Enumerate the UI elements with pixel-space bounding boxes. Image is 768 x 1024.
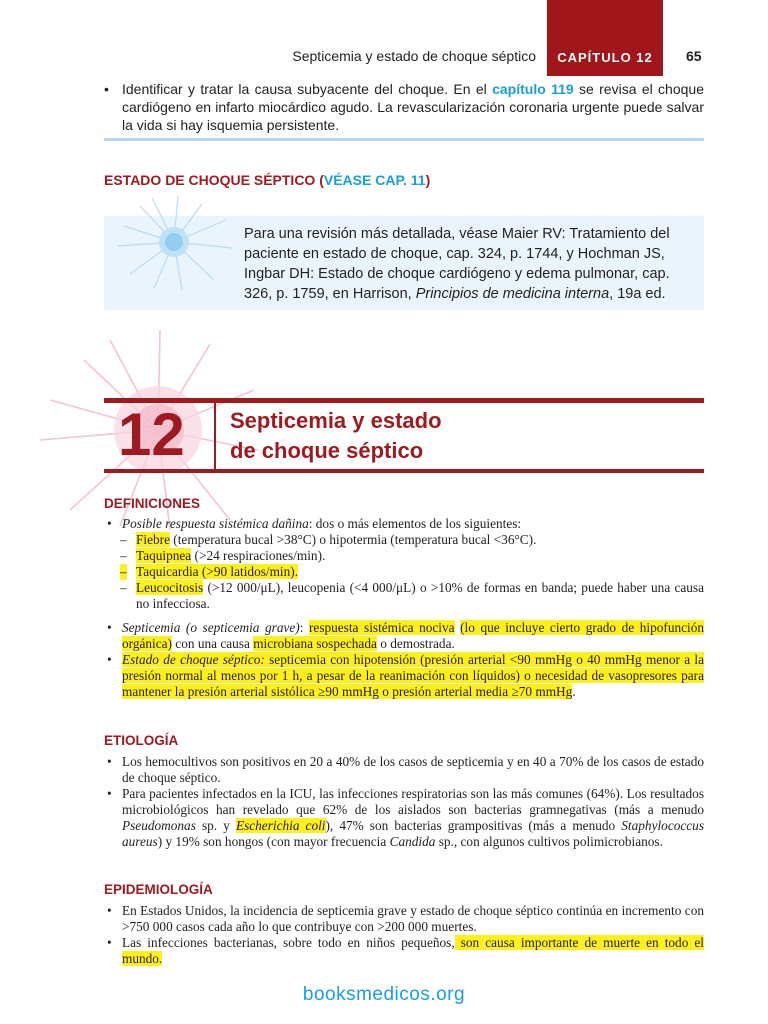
heading-definiciones: DEFINICIONES [104, 496, 201, 511]
list-item: • En Estados Unidos, la incidencia de septicemia grave y estado de choque séptico continúa en incremento con >750 000 casos cada año lo que contribuye con >200 000 muertes. [107, 903, 704, 934]
running-title: Septicemia y estado de choque séptico [292, 48, 536, 64]
reference-text: Para una revisión más detallada, véase Maier RV: Tratamiento del paciente en estado de choque, cap. 324, p. 1744, y Hochman JS, Ingbar DH: Estado de choque cardiógeno y edema pulmonar, cap. 326, p. 1759, en Harrison, Principios de medicina interna, 19a ed. [244, 226, 670, 302]
definiciones-list [104, 516, 704, 612]
chapter-119-link[interactable]: capítulo 119 [492, 81, 574, 97]
bullet-icon: • [104, 81, 109, 97]
sub-item-leucocitosis: – Leucocitosis (>12 000/μL), leucopenia (<4 000/μL) o >10% de formas en banda; puede haber una causa no infecciosa. [120, 580, 704, 611]
chapter-rule-bottom [104, 469, 704, 473]
blue-burst-icon [118, 196, 238, 292]
list-item: • Estado de choque séptico: septicemia con hipotensión (presión arterial <90 mmHg o 40 mmHg menor a la presión normal al menos por 1 h, a pesar de la reanimación con líquidos) o necesidad de vasopresores para mantener la presión arterial sistólica ≥90 mmHg o presión arterial media ≥70 mmHg. [107, 652, 704, 699]
chapter-divider [214, 403, 216, 469]
epidemiologia-list [104, 903, 704, 967]
etiologia-list [104, 754, 704, 850]
chapter-tab [547, 0, 663, 76]
top-bullet: • Identificar y tratar la causa subyacente del choque. En el capítulo 119 se revisa el choque cardiógeno en infarto miocárdico agudo. La revascularización coronaria urgente puede salvar la vida si hay isquemia persistente. [104, 81, 704, 133]
list-item: • Las infecciones bacterianas, sobre todo en niños pequeños, son causa importante de muerte en todo el mundo. [107, 935, 705, 966]
sub-item-taquipnea: – Taquipnea (>24 respiraciones/min). [120, 548, 326, 563]
chapter-rule-top [104, 398, 704, 403]
shock-section-heading: ESTADO DE CHOQUE SÉPTICO (VÉASE CAP. 11) [104, 172, 431, 188]
heading-epidemiologia: EPIDEMIOLOGÍA [104, 882, 213, 897]
footer-watermark: booksmedicos.org [302, 984, 466, 1005]
definiciones-list-2 [104, 620, 704, 700]
list-item: • Septicemia (o septicemia grave): respuesta sistémica nociva (lo que incluye cierto grado de hipofunción orgánica) con una causa microbiana sospechada o demostrada. [107, 620, 705, 651]
section-divider [104, 138, 704, 141]
list-item: • Posible respuesta sistémica dañina: dos o más elementos de los siguientes: [107, 516, 522, 531]
chapter-tab-label: CAPÍTULO 12 [557, 50, 653, 65]
chapter-number: 12 [118, 401, 185, 468]
page-number: 65 [686, 48, 702, 64]
see-chapter-11-link[interactable]: VÉASE CAP. 11 [323, 172, 426, 188]
sub-item-fiebre: – Fiebre (temperatura bucal >38°C) o hipotermia (temperatura bucal <36°C). [120, 532, 537, 547]
chapter-title: Septicemia y estado de choque séptico [230, 408, 442, 463]
heading-etiologia: ETIOLOGÍA [104, 733, 179, 748]
list-item: • Para pacientes infectados en la ICU, las infecciones respiratorias son las más comunes (64%). Los resultados microbiológicos han revelado que 62% de los aislados son bacterias gramnegativas (más a menudo Pseudomonas sp. y Escherichia coli), 47% son bacterias grampositivas (más a menudo Staphylococcus aureus) y 19% son hongos (con mayor frecuencia Candida sp., con algunos cultivos polimicrobianos. [107, 786, 704, 849]
list-item: • Los hemocultivos son positivos en 20 a 40% de los casos de septicemia y en 40 a 70% de los casos de estado de choque séptico. [107, 754, 704, 785]
sub-item-taquicardia: – Taquicardia (>90 latidos/min). [120, 564, 299, 579]
